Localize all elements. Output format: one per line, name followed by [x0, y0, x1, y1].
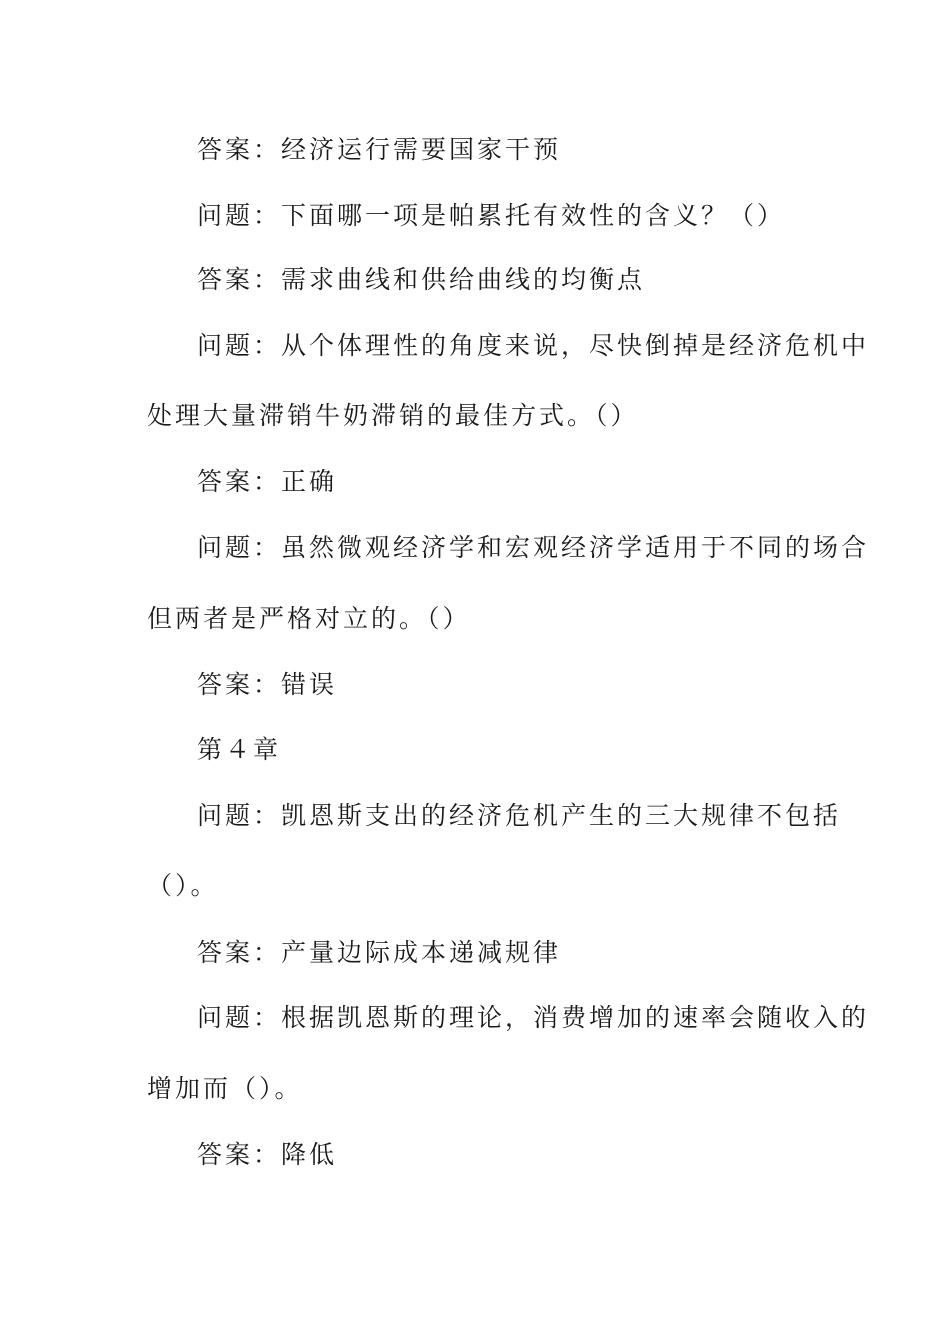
- question-line: 问题：下面哪一项是帕累托有效性的含义？（）: [197, 201, 786, 230]
- question-line: 问题：凯恩斯支出的经济危机产生的三大规律不包括: [197, 801, 842, 830]
- question-line: 问题：虽然微观经济学和宏观经济学适用于不同的场合: [197, 533, 870, 562]
- answer-line: 答案：产量边际成本递减规律: [197, 938, 562, 967]
- question-continuation: 但两者是严格对立的。（）: [147, 604, 471, 633]
- question-continuation: 处理大量滞销牛奶滞销的最佳方式。（）: [147, 401, 639, 430]
- answer-line: 答案：错误: [197, 670, 338, 699]
- question-line: 问题：根据凯恩斯的理论，消费增加的速率会随收入的: [197, 1003, 870, 1032]
- answer-line: 答案：降低: [197, 1140, 338, 1169]
- answer-line: 答案：需求曲线和供给曲线的均衡点: [197, 265, 646, 294]
- chapter-heading: 第４章: [197, 735, 282, 764]
- question-continuation: （）。: [147, 871, 219, 900]
- question-line: 问题：从个体理性的角度来说，尽快倒掉是经济危机中: [197, 331, 870, 360]
- answer-line: 答案：经济运行需要国家干预: [197, 135, 562, 164]
- answer-line: 答案：正确: [197, 467, 338, 496]
- question-continuation: 增加而（）。: [147, 1074, 303, 1103]
